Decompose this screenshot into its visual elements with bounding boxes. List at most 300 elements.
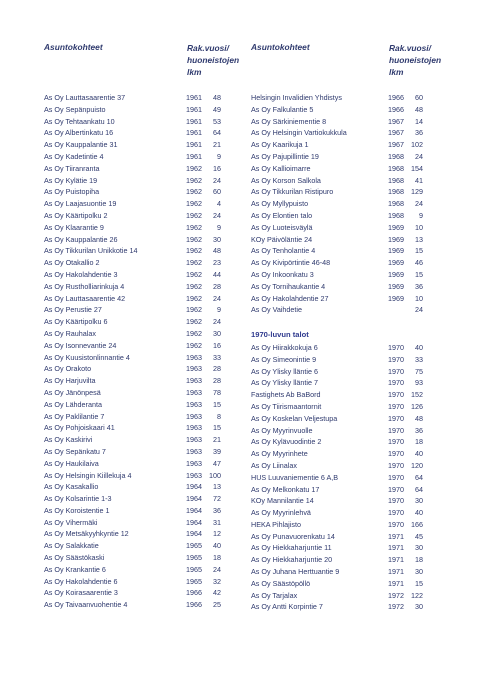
- property-name: As Oy Lauttasaarentie 37: [44, 93, 126, 102]
- build-year: 1970: [388, 508, 404, 518]
- property-name: As Oy Pohjoiskaari 41: [44, 423, 115, 433]
- apartment-count: 15: [213, 399, 221, 409]
- apartment-count: 152: [411, 390, 423, 400]
- apartment-count: 24: [213, 317, 221, 327]
- table-row: [44, 352, 234, 364]
- build-year: 1961: [186, 151, 202, 161]
- table-row: [44, 470, 234, 482]
- apartment-count: 40: [415, 449, 423, 459]
- table-row: [44, 281, 234, 293]
- build-year: 1971: [388, 567, 404, 577]
- left-column: [44, 42, 240, 611]
- build-year: 1962: [186, 293, 202, 303]
- build-year: 1964: [186, 494, 202, 504]
- build-year: 1962: [186, 199, 202, 209]
- build-year: 1962: [186, 234, 202, 244]
- build-year: 1965: [186, 553, 202, 563]
- apartment-count: 64: [415, 484, 423, 494]
- apartment-count: 60: [213, 187, 221, 197]
- build-year: 1970: [388, 425, 404, 435]
- apartment-count: 12: [213, 529, 221, 539]
- apartment-count: 122: [411, 590, 423, 600]
- table-row: [44, 411, 234, 423]
- table-row: [251, 186, 441, 198]
- property-name: As Oy Juhana Herttuantie 9: [251, 567, 340, 577]
- apartment-count: 39: [213, 446, 221, 456]
- apartment-count: 30: [213, 328, 221, 338]
- table-row: [44, 387, 234, 399]
- left-rows: [44, 92, 234, 611]
- build-year: 1966: [388, 104, 404, 114]
- table-row: [251, 269, 441, 281]
- property-name: As Oy Kadetintie 4: [44, 151, 104, 161]
- table-row: [251, 92, 441, 104]
- table-row: [251, 198, 441, 210]
- property-name: As Oy Kaskirivi: [44, 435, 93, 445]
- table-row: [251, 222, 441, 234]
- table-row: [251, 377, 441, 389]
- table-row: [251, 104, 441, 116]
- table-row: [251, 554, 441, 566]
- table-row: [44, 493, 234, 505]
- property-name: As Oy Kauppalantie 31: [44, 140, 118, 150]
- property-name: As Oy Hiirakkokuja 6: [251, 342, 318, 352]
- build-year: 1963: [186, 387, 202, 397]
- apartment-count: 18: [415, 437, 423, 447]
- property-name: As Oy Isonnevantie 24: [44, 340, 117, 350]
- property-name: As Oy Myllypuisto: [251, 199, 309, 209]
- apartment-count: 28: [213, 364, 221, 374]
- build-year: 1961: [186, 116, 202, 126]
- build-year: 1963: [186, 376, 202, 386]
- apartment-count: 16: [213, 163, 221, 173]
- property-name: As Oy Sepänkatu 7: [44, 446, 106, 456]
- build-year: 1965: [186, 576, 202, 586]
- property-name: As Oy Perustie 27: [44, 305, 102, 315]
- build-year: 1970: [388, 437, 404, 447]
- table-row: [44, 458, 234, 470]
- apartment-count: 30: [415, 602, 423, 612]
- build-year: 1970: [388, 390, 404, 400]
- apartment-count: 48: [415, 413, 423, 423]
- table-row: [251, 484, 441, 496]
- table-row: [251, 495, 441, 507]
- apartment-count: 120: [411, 460, 423, 470]
- property-name: As Oy Myyrinlehvä: [251, 508, 311, 518]
- table-row: [44, 293, 234, 305]
- apartment-count: 25: [213, 600, 221, 610]
- build-year: 1967: [388, 116, 404, 126]
- build-year: 1966: [186, 588, 202, 598]
- apartment-count: 72: [213, 494, 221, 504]
- build-year: 1969: [388, 269, 404, 279]
- property-name: As Oy Korson Salkola: [251, 175, 321, 185]
- table-row: [251, 342, 441, 354]
- property-name: As Oy Lähderanta: [44, 399, 102, 409]
- table-row: [44, 92, 234, 104]
- build-year: 1966: [388, 93, 404, 102]
- property-name: As Oy Kallioimarre: [251, 163, 311, 173]
- property-name: As Oy Punavuorenkatu 14: [251, 531, 335, 541]
- table-row: [251, 304, 441, 316]
- build-year: 1970: [388, 484, 404, 494]
- build-year: 1970: [388, 449, 404, 459]
- property-name: As Oy Antti Korpintie 7: [251, 602, 323, 612]
- build-year: 1968: [388, 163, 404, 173]
- apartment-count: 45: [415, 531, 423, 541]
- property-name: As Oy Kauppalantie 26: [44, 234, 118, 244]
- apartment-count: 24: [213, 564, 221, 574]
- apartment-count: 13: [213, 482, 221, 492]
- table-row: [44, 210, 234, 222]
- table-row: [251, 163, 441, 175]
- apartment-count: 9: [217, 222, 221, 232]
- apartment-count: 9: [217, 305, 221, 315]
- property-name: As Oy Orakoto: [44, 364, 92, 374]
- apartment-count: 60: [415, 93, 423, 102]
- table-row: [251, 436, 441, 448]
- apartment-count: 10: [415, 222, 423, 232]
- property-name: As Oy Inkoonkatu 3: [251, 269, 314, 279]
- build-year: 1968: [388, 175, 404, 185]
- property-name: As Oy Kuusistonlinnantie 4: [44, 352, 130, 362]
- apartment-count: 49: [213, 104, 221, 114]
- property-name: As Oy Krankantie 6: [44, 564, 106, 574]
- build-year: 1969: [388, 234, 404, 244]
- property-name: As Oy Laajasuontie 19: [44, 199, 117, 209]
- build-year: 1970: [388, 496, 404, 506]
- build-year: 1970: [388, 460, 404, 470]
- build-year: 1970: [388, 378, 404, 388]
- apartment-count: 15: [213, 423, 221, 433]
- apartment-count: 14: [415, 116, 423, 126]
- apartment-count: 32: [213, 576, 221, 586]
- table-row: [251, 389, 441, 401]
- build-year: 1962: [186, 328, 202, 338]
- apartment-count: 24: [415, 199, 423, 209]
- right-header-rak: Rak.vuosi/ huoneistojen lkm: [389, 43, 442, 77]
- property-name: As Oy Myyrinhete: [251, 449, 308, 459]
- property-name: As Oy Helsingin Vartiokukkula: [251, 128, 347, 138]
- apartment-count: 129: [411, 187, 423, 197]
- apartment-count: 36: [415, 128, 423, 138]
- property-name: As Oy Hakolahdentie 6: [44, 576, 118, 586]
- table-row: [44, 587, 234, 599]
- apartment-count: 30: [415, 543, 423, 553]
- property-name: As Oy Koskelan Veljestupa: [251, 413, 338, 423]
- apartment-count: 64: [415, 472, 423, 482]
- apartment-count: 33: [213, 352, 221, 362]
- build-year: 1970: [388, 401, 404, 411]
- apartment-count: 16: [213, 340, 221, 350]
- table-row: [44, 434, 234, 446]
- apartment-count: 48: [213, 246, 221, 256]
- apartment-count: 24: [213, 175, 221, 185]
- table-row: [44, 245, 234, 257]
- table-row: [44, 375, 234, 387]
- apartment-count: 93: [415, 378, 423, 388]
- table-row: [44, 163, 234, 175]
- apartment-count: 48: [415, 104, 423, 114]
- build-year: 1962: [186, 187, 202, 197]
- build-year: 1963: [186, 352, 202, 362]
- table-row: [251, 519, 441, 531]
- property-name: As Oy Tarjalax: [251, 590, 298, 600]
- property-name: As Oy Kylävuodintie 2: [251, 437, 322, 447]
- apartment-count: 33: [415, 354, 423, 364]
- build-year: 1965: [186, 564, 202, 574]
- property-name: As Oy Tenholantie 4: [251, 246, 316, 256]
- table-row: [251, 507, 441, 519]
- build-year: 1962: [186, 222, 202, 232]
- apartment-count: 28: [213, 281, 221, 291]
- property-name: As Oy Ylisky lläntie 7: [251, 378, 318, 388]
- property-name: As Oy Tehtaankatu 10: [44, 116, 115, 126]
- build-year: 1961: [186, 128, 202, 138]
- table-row: [44, 505, 234, 517]
- table-row: [44, 127, 234, 139]
- build-year: 1964: [186, 529, 202, 539]
- property-name: As Oy Tiiranranta: [44, 163, 100, 173]
- table-row: [44, 328, 234, 340]
- build-year: 1966: [186, 600, 202, 610]
- property-name: As Oy Rauhalax: [44, 328, 96, 338]
- apartment-count: 75: [415, 366, 423, 376]
- property-name: As Oy Hakolahdentie 27: [251, 293, 329, 303]
- property-name: As Oy Kasakallio: [44, 482, 99, 492]
- table-row: [44, 304, 234, 316]
- table-row: [44, 104, 234, 116]
- build-year: 1968: [388, 151, 404, 161]
- apartment-count: 15: [415, 269, 423, 279]
- apartment-count: 21: [213, 140, 221, 150]
- right-column-header: [251, 42, 441, 88]
- build-year: 1963: [186, 423, 202, 433]
- table-row: [44, 517, 234, 529]
- table-row: [251, 448, 441, 460]
- table-row: [44, 576, 234, 588]
- apartment-count: 36: [213, 505, 221, 515]
- section-heading-1970s: 1970-luvun talot: [251, 329, 309, 339]
- apartment-count: 126: [411, 401, 423, 411]
- property-name: As Oy Haukilaiva: [44, 458, 99, 468]
- apartment-count: 47: [213, 458, 221, 468]
- table-row: [251, 139, 441, 151]
- property-name: As Oy Klaarantie 9: [44, 222, 104, 232]
- table-row: [44, 186, 234, 198]
- build-year: 1963: [186, 446, 202, 456]
- apartment-count: 24: [415, 151, 423, 161]
- left-header-name: Asuntokohteet: [44, 42, 103, 52]
- build-year: 1965: [186, 541, 202, 551]
- table-row: [251, 257, 441, 269]
- build-year: 1962: [186, 269, 202, 279]
- build-year: 1964: [186, 505, 202, 515]
- right-header-name: Asuntokohteet: [251, 42, 310, 52]
- property-name: As Oy Vihermäki: [44, 517, 98, 527]
- property-name: As Oy Melkonkatu 17: [251, 484, 320, 494]
- apartment-count: 28: [213, 376, 221, 386]
- table-row: [251, 210, 441, 222]
- property-name: As Oy Hiekkaharjuntie 11: [251, 543, 332, 553]
- apartment-count: 30: [415, 496, 423, 506]
- build-year: 1961: [186, 104, 202, 114]
- property-name: As Oy Liinalax: [251, 460, 297, 470]
- property-name: As Oy Kivipörtintie 46-48: [251, 258, 331, 268]
- apartment-count: 8: [217, 411, 221, 421]
- property-name: As Oy Elontien talo: [251, 210, 313, 220]
- table-row: [44, 564, 234, 576]
- table-row: [44, 257, 234, 269]
- build-year: 1964: [186, 517, 202, 527]
- table-row: [251, 566, 441, 578]
- table-row: [44, 198, 234, 210]
- property-name: As Oy Myyrinvuolle: [251, 425, 313, 435]
- build-year: 1962: [186, 246, 202, 256]
- apartment-count: 64: [213, 128, 221, 138]
- build-year: 1962: [186, 258, 202, 268]
- build-year: 1969: [388, 222, 404, 232]
- table-row: [44, 234, 234, 246]
- table-row: [251, 590, 441, 602]
- apartment-count: 40: [415, 508, 423, 518]
- apartment-count: 166: [411, 519, 423, 529]
- build-year: 1963: [186, 399, 202, 409]
- apartment-count: 18: [415, 555, 423, 565]
- apartment-count: 53: [213, 116, 221, 126]
- left-column-header: [44, 42, 240, 88]
- build-year: 1962: [186, 340, 202, 350]
- property-name: Fastighets Ab BaBord: [251, 390, 321, 400]
- property-name: As Oy Paklilantie 7: [44, 411, 105, 421]
- apartment-count: 10: [415, 293, 423, 303]
- table-row: [251, 293, 441, 305]
- property-name: As Oy Hakolahdentie 3: [44, 269, 118, 279]
- property-name: As Oy Vaihdetie: [251, 305, 303, 315]
- build-year: 1971: [388, 578, 404, 588]
- build-year: 1970: [388, 413, 404, 423]
- apartment-count: 36: [415, 281, 423, 291]
- apartment-count: 154: [411, 163, 423, 173]
- property-name: As Oy Kylätie 19: [44, 175, 98, 185]
- table-row: [44, 399, 234, 411]
- table-row: [251, 460, 441, 472]
- table-row: [251, 234, 441, 246]
- apartment-count: 24: [415, 305, 423, 315]
- property-name: As Oy Sepänpuisto: [44, 104, 106, 114]
- build-year: 1967: [388, 140, 404, 150]
- right-column: [251, 42, 441, 613]
- build-year: 1962: [186, 210, 202, 220]
- table-row: [251, 531, 441, 543]
- build-year: 1971: [388, 543, 404, 553]
- right-rows-1960s: [251, 92, 441, 316]
- property-name: As Oy Säästöpöllö: [251, 578, 311, 588]
- property-name: As Oy Puistopiha: [44, 187, 100, 197]
- build-year: 1972: [388, 602, 404, 612]
- property-name: As Oy Jänönpesä: [44, 387, 101, 397]
- build-year: 1962: [186, 163, 202, 173]
- table-row: [44, 222, 234, 234]
- build-year: 1971: [388, 555, 404, 565]
- apartment-count: 44: [213, 269, 221, 279]
- property-name: As Oy Särkiniementie 8: [251, 116, 327, 126]
- table-row: [44, 116, 234, 128]
- apartment-count: 40: [415, 342, 423, 352]
- apartment-count: 100: [209, 470, 221, 480]
- apartment-count: 78: [213, 387, 221, 397]
- apartment-count: 18: [213, 553, 221, 563]
- apartment-count: 24: [213, 293, 221, 303]
- property-name: As Oy Käärtipolku 2: [44, 210, 108, 220]
- property-name: As Oy Metsäkyyhkyntie 12: [44, 529, 129, 539]
- property-name: As Oy Ylisky lläntie 6: [251, 366, 318, 376]
- apartment-count: 31: [213, 517, 221, 527]
- table-row: [251, 601, 441, 613]
- table-row: [44, 340, 234, 352]
- table-row: [44, 422, 234, 434]
- build-year: 1969: [388, 293, 404, 303]
- build-year: 1970: [388, 472, 404, 482]
- apartment-count: 102: [411, 140, 423, 150]
- table-row: [44, 552, 234, 564]
- table-row: [44, 599, 234, 611]
- build-year: 1962: [186, 305, 202, 315]
- property-name: As Oy Rustholliarinkuja 4: [44, 281, 125, 291]
- build-year: 1968: [388, 210, 404, 220]
- property-name: As Oy Tikkurilan Unikkotie 14: [44, 246, 138, 256]
- table-row: [251, 151, 441, 163]
- table-row: [251, 281, 441, 293]
- table-row: [251, 366, 441, 378]
- property-name: As Oy Kaarikuja 1: [251, 140, 309, 150]
- build-year: 1961: [186, 93, 202, 102]
- property-name: KOy Mannilantie 14: [251, 496, 314, 506]
- table-row: [251, 413, 441, 425]
- apartment-count: 48: [213, 93, 221, 102]
- table-row: [44, 540, 234, 552]
- property-name: As Oy Säästökaski: [44, 553, 105, 563]
- table-row: [44, 446, 234, 458]
- table-row: [251, 578, 441, 590]
- apartment-count: 15: [415, 246, 423, 256]
- build-year: 1970: [388, 354, 404, 364]
- table-row: [44, 363, 234, 375]
- table-row: [44, 316, 234, 328]
- build-year: 1969: [388, 246, 404, 256]
- build-year: 1970: [388, 519, 404, 529]
- table-row: [251, 542, 441, 554]
- apartment-count: 30: [415, 567, 423, 577]
- build-year: 1969: [388, 258, 404, 268]
- build-year: 1962: [186, 281, 202, 291]
- property-name: HEKA Pihlajisto: [251, 519, 301, 529]
- apartment-count: 13: [415, 234, 423, 244]
- property-name: As Oy Tornihaukantie 4: [251, 281, 326, 291]
- apartment-count: 40: [213, 541, 221, 551]
- build-year: 1970: [388, 342, 404, 352]
- apartment-count: 23: [213, 258, 221, 268]
- table-row: [251, 127, 441, 139]
- build-year: 1971: [388, 531, 404, 541]
- table-row: [44, 151, 234, 163]
- build-year: 1961: [186, 140, 202, 150]
- table-row: [251, 175, 441, 187]
- apartment-count: 30: [213, 234, 221, 244]
- build-year: 1963: [186, 364, 202, 374]
- build-year: 1968: [388, 199, 404, 209]
- table-row: [251, 245, 441, 257]
